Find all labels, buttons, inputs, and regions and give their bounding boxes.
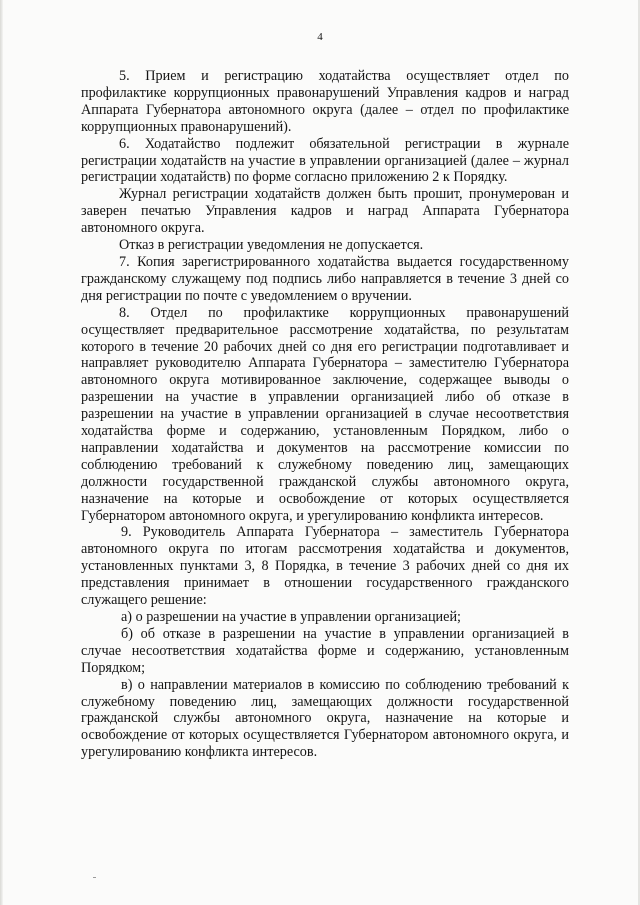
list-item-c: в) о направлении материалов в комиссию по соблюдению требований к служебному поведению лиц, замещающих должности государственной гражданской службы автономного округа, назначение на которые и освобождение от которых осуществляется Губернатором автономного округа, и урегулированию конфликта интересов. — [81, 676, 569, 761]
page-number: 4 — [317, 31, 323, 43]
paragraph-5: 5. Прием и регистрацию ходатайства осуществляет отдел по профилактике коррупционных правонарушений Управления кадров и наград Аппарата Губернатора автономного округа (далее – отдел по профилактике коррупционных правонарушений). — [81, 68, 569, 135]
paragraph-7: 7. Копия зарегистрированного ходатайства выдается государственному гражданскому служащему под подпись либо направляется в течение 3 дней со дня регистрации по почте с уведомлением о вручении. — [81, 253, 569, 304]
paragraph-6: 6. Ходатайство подлежит обязательной регистрации в журнале регистрации ходатайств на участие в управлении организацией (далее – журнал регистрации ходатайств) по форме согласно приложению 2 к Порядку. — [81, 135, 569, 186]
paragraph-refusal: Отказ в регистрации уведомления не допускается. — [119, 237, 424, 254]
document-body — [81, 68, 569, 761]
scan-edge-left — [0, 0, 3, 905]
list-item-b: б) об отказе в разрешении на участие в управлении организацией в случае несоответствия ходатайства форме и содержанию, установленным Порядком; — [81, 625, 569, 676]
paragraph-8: 8. Отдел по профилактике коррупционных правонарушений осуществляет предварительное рассмотрение ходатайства, по результатам которого в течение 20 рабочих дней со дня его регистрации подготавливает и направляет руководителю Аппарата Губернатора – заместителю Губернатора автономного округа мотивированное заключение, содержащее выводы о разрешении на участие в управлении организацией либо об отказе в разрешении на участие в управлении организацией в случае несоответствия ходатайства форме и содержанию, установленным Порядком, либо о направлении ходатайства и документов на рассмотрение комиссии по соблюдению требований к служебному поведению лиц, замещающих должности государственной гражданской службы автономного округа, назначение на которые и освобождение от которых осуществляется Губернатором автономного округа, и урегулированию конфликта интересов. — [81, 304, 569, 524]
list-item-a: а) о разрешении на участие в управлении организацией; — [121, 609, 461, 625]
paragraph-journal: Журнал регистрации ходатайств должен быть прошит, пронумерован и заверен печатью Управления кадров и наград Аппарата Губернатора автономного округа. — [81, 186, 569, 237]
scan-speck — [93, 877, 96, 878]
paragraph-9: 9. Руководитель Аппарата Губернатора – заместитель Губернатора автономного округа по итогам рассмотрения ходатайства и документов, установленных пунктами 3, 8 Порядка, в течение 3 рабочих дней со дня их представления принимает в отношении государственного гражданского служащего решение: — [81, 524, 569, 609]
